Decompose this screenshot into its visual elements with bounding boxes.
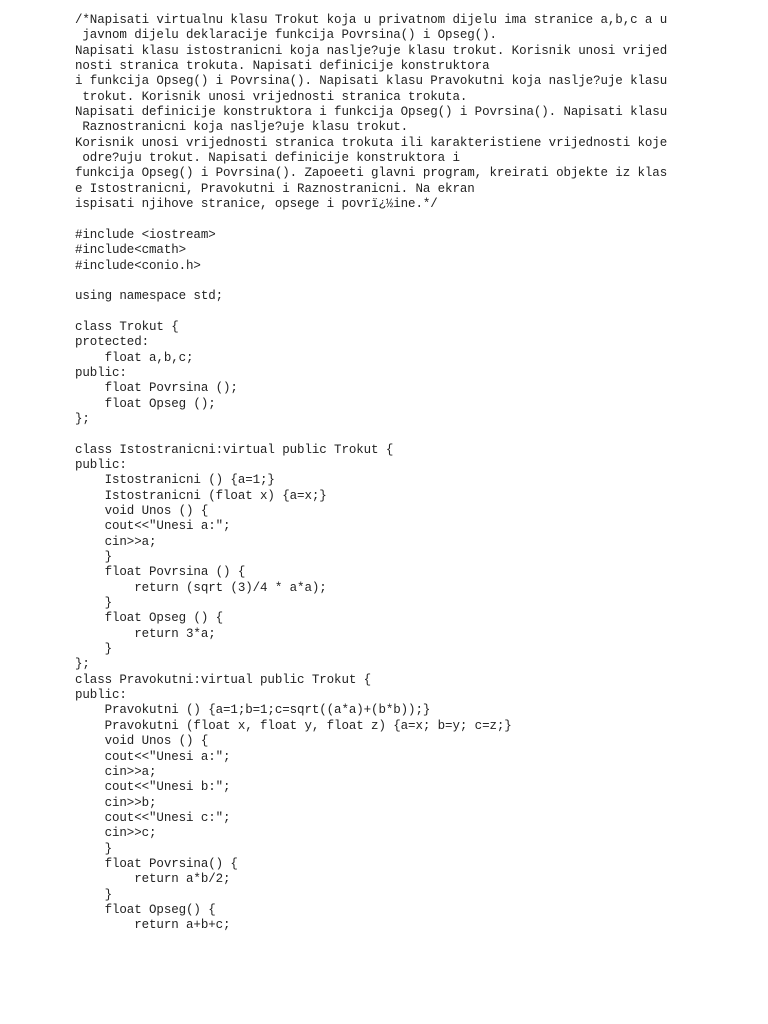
- code-line: Napisati klasu istostranicni koja naslje?uje klasu trokut. Korisnik unosi vrijed: [75, 43, 668, 58]
- code-line: };: [75, 657, 90, 672]
- code-line: }: [75, 596, 113, 611]
- code-line: float Opseg() {: [75, 902, 216, 917]
- code-line: float Povrsina() {: [75, 856, 238, 871]
- code-line: cin>>a;: [75, 534, 157, 549]
- code-line: return (sqrt (3)/4 * a*a);: [75, 580, 327, 595]
- code-line: float Povrsina ();: [75, 381, 238, 396]
- code-line: [75, 212, 755, 227]
- code-line: cout<<"Unesi a:";: [75, 519, 231, 534]
- code-line: public:: [75, 688, 127, 703]
- code-line: funkcija Opseg() i Povrsina(). Zapoeeti glavni program, kreirati objekte iz klas: [75, 166, 668, 181]
- code-line: cout<<"Unesi a:";: [75, 749, 231, 764]
- code-line: cin>>c;: [75, 826, 157, 841]
- code-line: return a+b+c;: [75, 918, 231, 933]
- code-line: class Trokut {: [75, 319, 179, 334]
- code-line: [75, 274, 755, 289]
- code-line: [75, 305, 755, 320]
- code-line: odre?uju trokut. Napisati definicije konstruktora i: [75, 151, 460, 166]
- code-line: Pravokutni () {a=1;b=1;c=sqrt((a*a)+(b*b));}: [75, 703, 431, 718]
- code-line: protected:: [75, 335, 150, 350]
- code-line: float a,b,c;: [75, 350, 194, 365]
- code-line: Korisnik unosi vrijednosti stranica trokuta ili karakteristiene vrijednosti koje: [75, 135, 668, 150]
- document-page: [75, 13, 755, 934]
- code-line: cout<<"Unesi b:";: [75, 780, 231, 795]
- code-line: using namespace std;: [75, 289, 224, 304]
- code-line: trokut. Korisnik unosi vrijednosti stranica trokuta.: [75, 89, 468, 104]
- code-line: i funkcija Opseg() i Povrsina(). Napisati klasu Pravokutni koja naslje?uje klasu: [75, 74, 668, 89]
- code-line: public:: [75, 365, 127, 380]
- code-line: nosti stranica trokuta. Napisati definicije konstruktora: [75, 59, 490, 74]
- code-line: }: [75, 550, 113, 565]
- code-line: [75, 427, 755, 442]
- code-line: float Povrsina () {: [75, 565, 246, 580]
- code-line: class Istostranicni:virtual public Trokut {: [75, 442, 394, 457]
- code-line: ispisati njihove stranice, opsege i povrï¿½ine.*/: [75, 197, 438, 212]
- code-line: Pravokutni (float x, float y, float z) {a=x; b=y; c=z;}: [75, 718, 512, 733]
- code-line: #include<conio.h>: [75, 258, 201, 273]
- code-line: #include<cmath>: [75, 243, 187, 258]
- code-line: Raznostranicni koja naslje?uje klasu trokut.: [75, 120, 409, 135]
- code-line: void Unos () {: [75, 734, 209, 749]
- code-line: }: [75, 642, 113, 657]
- code-line: };: [75, 411, 90, 426]
- code-line: /*Napisati virtualnu klasu Trokut koja u privatnom dijelu ima stranice a,b,c a u: [75, 13, 668, 27]
- code-line: return a*b/2;: [75, 872, 231, 887]
- code-line: #include <iostream>: [75, 227, 216, 242]
- code-line: void Unos () {: [75, 504, 209, 518]
- code-line: float Opseg () {: [75, 611, 224, 626]
- code-line: e Istostranicni, Pravokutni i Raznostranicni. Na ekran: [75, 181, 475, 196]
- code-line: class Pravokutni:virtual public Trokut {: [75, 672, 372, 687]
- code-line: cin>>b;: [75, 795, 157, 810]
- code-line: float Opseg ();: [75, 396, 216, 411]
- code-line: javnom dijelu deklaracije funkcija Povrsina() i Opseg().: [75, 28, 497, 43]
- code-line: }: [75, 887, 113, 902]
- code-line: cout<<"Unesi c:";: [75, 810, 231, 825]
- code-line: Istostranicni (float x) {a=x;}: [75, 488, 327, 503]
- code-line: cin>>a;: [75, 764, 157, 779]
- code-line: return 3*a;: [75, 626, 216, 641]
- code-line: public:: [75, 457, 127, 472]
- code-line: }: [75, 841, 113, 856]
- code-line: Istostranicni () {a=1;}: [75, 473, 275, 488]
- code-line: Napisati definicije konstruktora i funkcija Opseg() i Povrsina(). Napisati klasu: [75, 105, 668, 120]
